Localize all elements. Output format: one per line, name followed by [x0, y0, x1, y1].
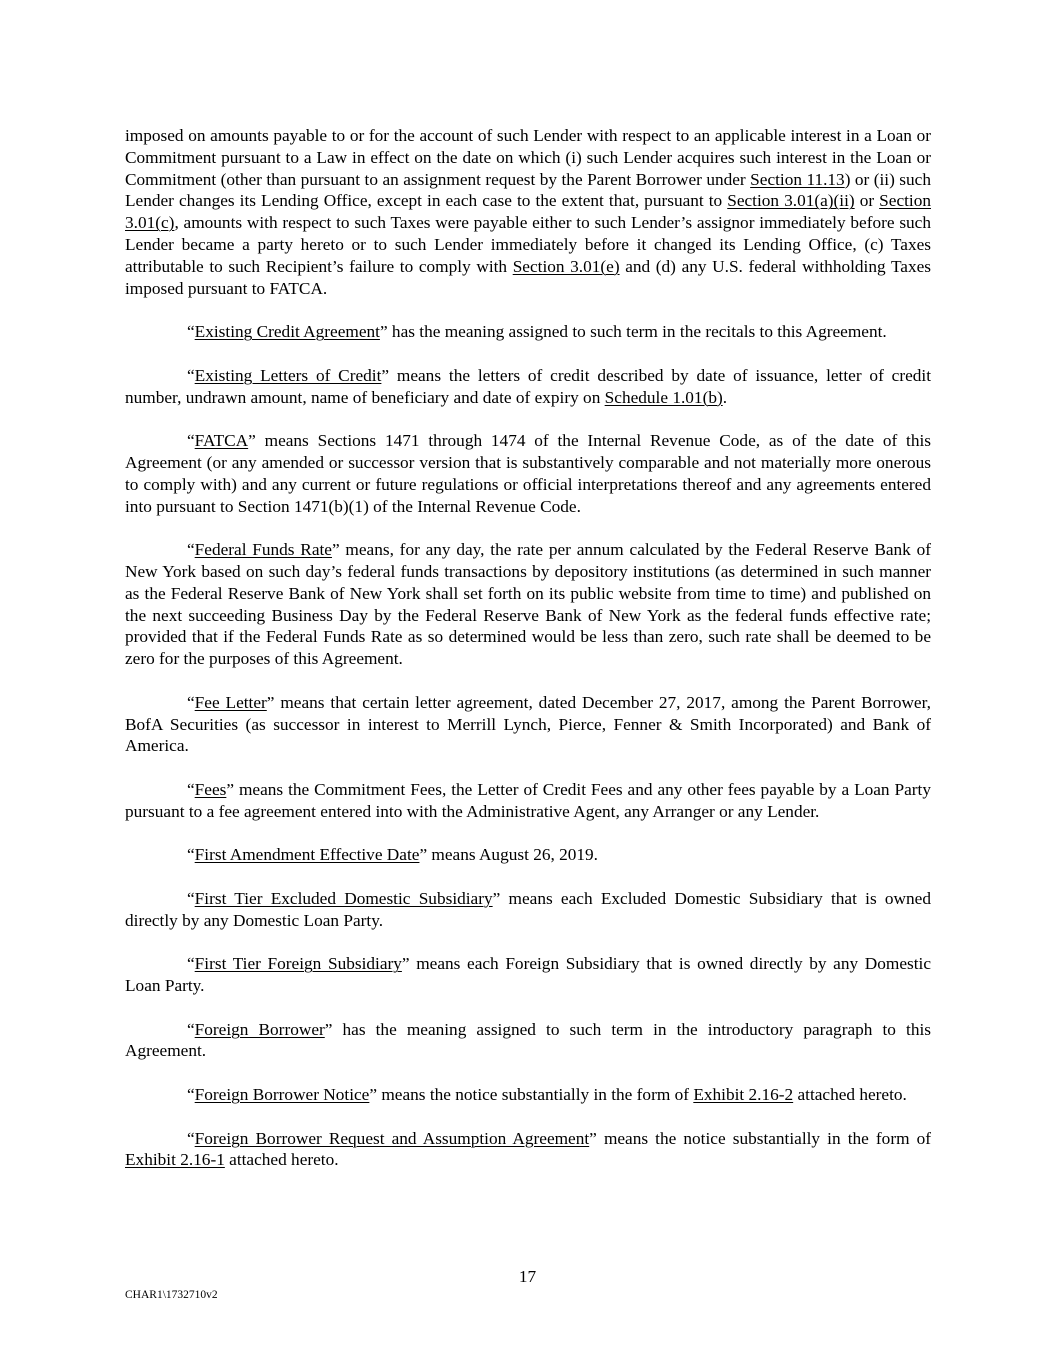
definition-paragraph — [125, 844, 931, 866]
paragraph-text: “ — [187, 540, 195, 560]
underlined-term: Foreign Borrower — [194, 1019, 325, 1039]
underlined-term: Schedule 1.01(b) — [604, 387, 723, 407]
paragraph-text: ” means August 26, 2019. — [419, 845, 598, 865]
definition-paragraph — [125, 321, 931, 343]
paragraph-text: ” means the notice substantially in the form of — [589, 1128, 932, 1148]
underlined-term: Exhibit 2.16-2 — [693, 1085, 794, 1105]
underlined-term: First Tier Excluded Domestic Subsidiary — [194, 888, 493, 908]
document-body — [125, 125, 931, 1193]
underlined-term: Section 3.01(a)(ii) — [727, 191, 855, 211]
definition-paragraph — [125, 539, 931, 670]
paragraph-text: “ — [187, 431, 195, 451]
underlined-term: Existing Credit Agreement — [194, 322, 380, 342]
paragraph-text: “ — [187, 888, 195, 908]
paragraph-text: ” means the Commitment Fees, the Letter of Credit Fees and any other fees payable by a Loan Party pursuant to a fee agreement entered into with the Administrative Agent, any Arranger or any Lender. — [125, 779, 931, 821]
underlined-term: Foreign Borrower Notice — [194, 1085, 370, 1105]
paragraph-text: attached hereto. — [793, 1085, 907, 1105]
document-id: CHAR1\1732710v2 — [125, 1289, 218, 1301]
underlined-term: Federal Funds Rate — [194, 540, 332, 560]
definition-paragraph — [125, 692, 931, 757]
paragraph-text: “ — [187, 1085, 195, 1105]
paragraph-text: ” has the meaning assigned to such term in the introductory paragraph to this Agreement. — [125, 1019, 931, 1061]
underlined-term: Fee Letter — [194, 692, 267, 712]
underlined-term: Foreign Borrower Request and Assumption Agreement — [194, 1128, 590, 1148]
paragraph-text: . — [722, 387, 728, 407]
paragraph-text: imposed on amounts payable to or for the account of such Lender with respect to an applicable interest in a Loan or Commitment pursuant to a Law in effect on the date on which (i) such Lender acquires such interest in the Loan or Commitment (other than pursuant to an assignment request by the Parent Borrower under — [125, 126, 931, 189]
paragraph-text: or — [854, 191, 880, 211]
paragraph-text: and (d) any U.S. federal withholding Taxes imposed pursuant to FATCA. — [125, 256, 931, 298]
paragraph-text: “ — [187, 1019, 195, 1039]
definition-paragraph — [125, 888, 931, 932]
underlined-term: Fees — [194, 779, 227, 799]
paragraph-text: “ — [187, 954, 195, 974]
definition-paragraph — [125, 1019, 931, 1063]
paragraph-text: “ — [187, 692, 195, 712]
paragraph-text: ” has the meaning assigned to such term in the recitals to this Agreement. — [379, 322, 887, 342]
paragraph-text: attached hereto. — [224, 1150, 339, 1170]
underlined-term: FATCA — [194, 431, 249, 451]
underlined-term: Section 3.01(e) — [512, 256, 620, 276]
underlined-term: Section 11.13 — [750, 169, 845, 189]
paragraph-text: ) or (ii) such Lender changes its Lending Office, except in each case to the extent that, pursuant to — [125, 169, 931, 211]
underlined-term: First Tier Foreign Subsidiary — [194, 954, 402, 974]
paragraph-text: , amounts with respect to such Taxes were payable either to such Lender’s assignor immediately before such Lender became a party hereto or to such Lender immediately before it changed its Lending Office, (c) Taxes attributable to such Recipient’s failure to comply with — [125, 213, 931, 276]
paragraph-text: “ — [187, 1128, 195, 1148]
paragraph-text: “ — [187, 365, 195, 385]
paragraph-text: ” means, for any day, the rate per annum calculated by the Federal Reserve Bank of New York based on such day’s federal funds transactions by depository institutions (as determined in such manner as the Federal Reserve Bank of New York shall set forth on its public website from time to time) and published on the next succeeding Business Day by the Federal Reserve Bank of New York as the federal funds effective rate; provided that if the Federal Funds Rate as so determined would be less than zero, such rate shall be deemed to be zero for the purposes of this Agreement. — [125, 540, 931, 669]
underlined-term: Exhibit 2.16-1 — [125, 1150, 225, 1170]
paragraph-text: “ — [187, 322, 195, 342]
continued-paragraph — [125, 125, 931, 299]
definition-paragraph — [125, 1084, 931, 1106]
paragraph-text: ” means each Excluded Domestic Subsidiary that is owned directly by any Domestic Loan Party. — [125, 888, 931, 930]
paragraph-text: ” means each Foreign Subsidiary that is owned directly by any Domestic Loan Party. — [125, 954, 932, 996]
underlined-term: Section 3.01(c) — [125, 191, 931, 233]
definition-paragraph — [125, 779, 931, 823]
underlined-term: First Amendment Effective Date — [194, 845, 420, 865]
definition-paragraph — [125, 430, 931, 517]
definition-paragraph — [125, 953, 931, 997]
paragraph-text: ” means the notice substantially in the form of — [369, 1085, 694, 1105]
paragraph-text: ” means that certain letter agreement, dated December 27, 2017, among the Parent Borrower, BofA Securities (as successor in interest to Merrill Lynch, Pierce, Fenner & Smith Incorporated) and Bank of America. — [125, 692, 931, 756]
paragraph-text: ” means Sections 1471 through 1474 of the Internal Revenue Code, as of the date of this Agreement (or any amended or successor version that is substantively comparable and not materially more onerous to comply with) and any current or future regulations or official interpretations thereof and any agreements entered into pursuant to Section 1471(b)(1) of the Internal Revenue Code. — [125, 431, 931, 516]
definition-paragraph — [125, 1128, 931, 1172]
definition-paragraph — [125, 365, 931, 409]
paragraph-text: “ — [187, 779, 195, 799]
paragraph-text: “ — [187, 845, 195, 865]
page-number: 17 — [518, 1267, 537, 1286]
paragraph-text: ” means the letters of credit described by date of issuance, letter of credit number, undrawn amount, name of beneficiary and date of expiry on — [125, 365, 932, 407]
underlined-term: Existing Letters of Credit — [194, 365, 382, 385]
